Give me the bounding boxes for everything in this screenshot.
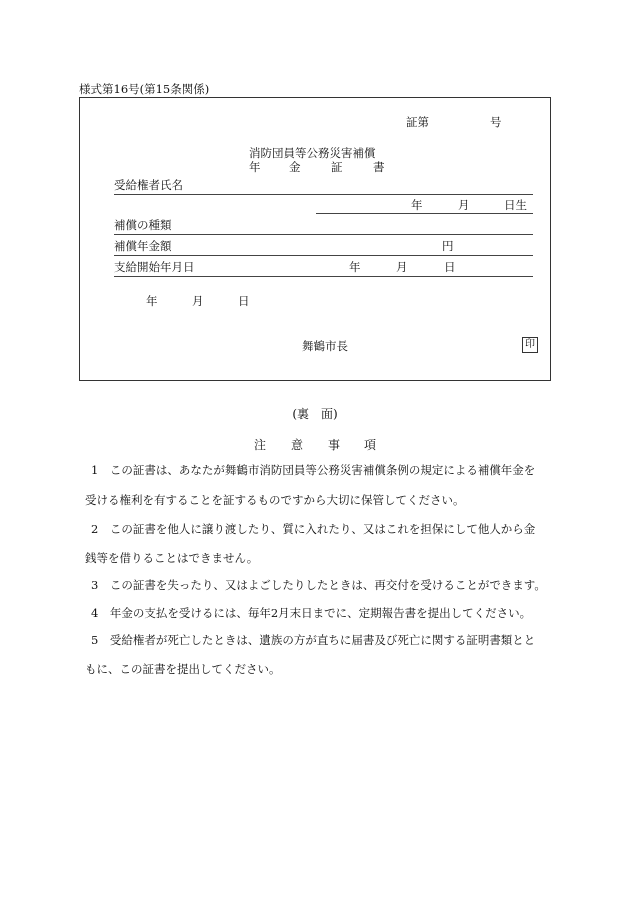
- birth-month-label: 月: [458, 198, 470, 212]
- note-5-line-1: 5 受給権者が死亡したときは、遺族の方が直ちに届書及び死亡に関する証明書類とと: [91, 633, 536, 647]
- certificate-title-line1: 消防団員等公務災害補償: [249, 146, 376, 160]
- notes-heading-char-2: 意: [291, 438, 304, 452]
- payment-start-day: 日: [444, 260, 456, 274]
- back-side-title: (裏 面): [292, 407, 338, 421]
- note-1-line-1: 1 この証書は、あなたが舞鶴市消防団員等公務災害補償条例の規定による補償年金を: [91, 463, 536, 477]
- payment-start-month: 月: [396, 260, 408, 274]
- note-1-line-2: 受ける権利を有することを証するものですから大切に保管してください。: [85, 493, 465, 507]
- certificate-title-char-1: 年: [249, 160, 261, 174]
- notes-heading-char-3: 事: [328, 438, 341, 452]
- annual-amount-line: [114, 255, 533, 256]
- note-4-line-1: 4 年金の支払を受けるには、毎年2月末日までに、定期報告書を提出してください。: [91, 606, 532, 620]
- compensation-kind-label: 補償の種類: [114, 218, 172, 232]
- form-number-label: 様式第16号(第15条関係): [79, 82, 210, 96]
- recipient-name-line: [114, 194, 533, 195]
- annual-amount-label: 補償年金額: [114, 239, 172, 253]
- payment-start-line: [114, 276, 533, 277]
- birth-date-line: [316, 213, 533, 214]
- payment-start-year: 年: [349, 260, 361, 274]
- notes-heading-char-4: 項: [364, 438, 377, 452]
- notes-heading-char-1: 注: [254, 438, 267, 452]
- note-5-line-2: もに、この証書を提出してください。: [85, 662, 281, 676]
- issuer-name: 舞鶴市長: [302, 339, 348, 353]
- issue-day-label: 日: [238, 294, 250, 308]
- birth-year-label: 年: [411, 198, 423, 212]
- note-3-line-1: 3 この証書を失ったり、又はよごしたりしたときは、再交付を受けることができます。: [91, 578, 546, 592]
- certificate-frame: [79, 97, 551, 381]
- seal-mark: 印: [522, 337, 538, 353]
- payment-start-label: 支給開始年月日: [114, 260, 195, 274]
- issue-month-label: 月: [192, 294, 204, 308]
- compensation-kind-line: [114, 234, 533, 235]
- recipient-name-label: 受給権者氏名: [114, 178, 183, 192]
- issue-year-label: 年: [146, 294, 158, 308]
- certificate-number-prefix: 証第: [406, 115, 429, 129]
- annual-amount-unit: 円: [442, 239, 454, 253]
- birth-day-label: 日生: [504, 198, 527, 212]
- note-2-line-2: 銭等を借りることはできません。: [85, 551, 259, 565]
- note-2-line-1: 2 この証書を他人に譲り渡したり、質に入れたり、又はこれを担保にして他人から金: [91, 522, 536, 536]
- certificate-title-char-2: 金: [289, 160, 301, 174]
- certificate-title-char-3: 証: [331, 160, 343, 174]
- certificate-title-char-4: 書: [373, 160, 385, 174]
- certificate-number-suffix: 号: [490, 115, 502, 129]
